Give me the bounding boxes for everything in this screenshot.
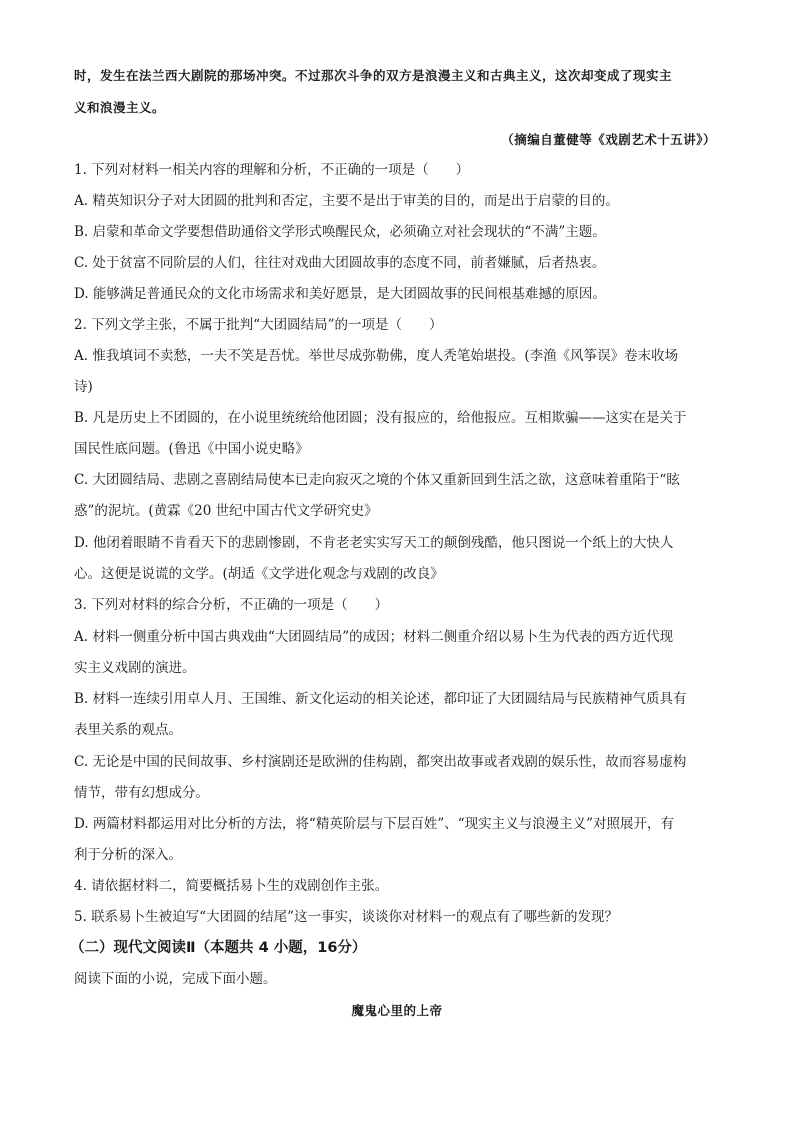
q3-option-a-line-1: A. 材料一侧重分析中国古典戏曲“大团圆结局”的成因；材料二侧重介绍以易卜生为代表的西方近代现: [74, 629, 674, 645]
q1-option-d: D. 能够满足普通民众的文化市场需求和美好愿景，是大团圆故事的民间根基难撼的原因。: [74, 286, 606, 302]
q2-option-d-line-2: 心。这便是说谎的文学。(胡适《文学进化观念与戏剧的改良》: [74, 566, 444, 582]
reading-instruction: 阅读下面的小说，完成下面小题。: [74, 971, 277, 987]
q2-option-c-line-2: 惑”的泥坑。(黄霖《20 世纪中国古代文学研究史》: [74, 503, 378, 519]
q3-option-a-line-2: 实主义戏剧的演进。: [74, 660, 196, 676]
q2-option-d-line-1: D. 他闭着眼睛不肯看天下的悲剧惨剧，不肯老老实实写天工的颠倒残酷，他只图说一个纸上的大快人: [74, 535, 674, 551]
q3-option-d-line-2: 利于分析的深入。: [74, 847, 182, 863]
q5-stem: 5. 联系易卜生被迫写“大团圆的结尾”这一事实，谈谈你对材料一的观点有了哪些新的发现？: [74, 909, 618, 925]
material-source: （摘编自董健等《戏剧艺术十五讲》）: [501, 132, 716, 147]
section-heading: （二）现代文阅读Ⅱ（本题共 4 小题，16分）: [70, 940, 367, 956]
q2-option-a-line-1: A. 惟我填词不卖愁，一夫不笑是吾忧。举世尽成弥勒佛，度人秃笔始堪投。(李渔《风筝误》卷末收场: [74, 348, 679, 364]
q3-option-d-line-1: D. 两篇材料都运用对比分析的方法，将“精英阶层与下层百姓”、“现实主义与浪漫主义”对照展开，有: [74, 816, 675, 832]
q3-option-c-line-2: 情节，带有幻想成分。: [74, 785, 209, 801]
q1-option-b: B. 启蒙和革命文学要想借助通俗文学形式唤醒民众，必须确立对社会现状的“不满”主题。: [74, 224, 606, 240]
q3-stem: 3. 下列对材料的综合分析，不正确的一项是（ ）: [74, 597, 389, 613]
story-title: 魔鬼心里的上帝: [351, 1003, 443, 1018]
q3-option-c-line-1: C. 无论是中国的民间故事、乡村演剧还是欧洲的佳构剧，都突出故事或者戏剧的娱乐性，故而容易虚构: [74, 754, 687, 770]
q3-option-b-line-1: B. 材料一连续引用卓人月、王国维、新文化运动的相关论述，都印证了大团圆结局与民族精神气质具有: [74, 691, 687, 707]
q1-option-a: A. 精英知识分子对大团圆的批判和否定，主要不是出于审美的目的，而是出于启蒙的目的。: [74, 193, 619, 209]
q2-option-b-line-2: 国民性底问题。(鲁迅《中国小说史略》: [74, 441, 309, 457]
q2-option-a-line-2: 诗): [74, 379, 93, 395]
material-tail-line-2: 义和浪漫主义。: [74, 100, 166, 115]
q1-option-c: C. 处于贫富不同阶层的人们，往往对戏曲大团圆故事的态度不同，前者嫌腻，后者热衷。: [74, 255, 606, 271]
material-tail-line-1: 时，发生在法兰西大剧院的那场冲突。不过那次斗争的双方是浪漫主义和古典主义，这次却变成了现实主: [74, 68, 673, 83]
q2-option-c-line-1: C. 大团圆结局、悲剧之喜剧结局使本已走向寂灭之境的个体又重新回到生活之欲，这意味着重陷于“眩: [74, 472, 680, 488]
q2-option-b-line-1: B. 凡是历史上不团圆的，在小说里统统给他团圆；没有报应的，给他报应。互相欺骗——这实在是关于: [74, 410, 687, 426]
q1-stem: 1. 下列对材料一相关内容的理解和分析，不正确的一项是（ ）: [74, 162, 470, 178]
q3-option-b-line-2: 表里关系的观点。: [74, 722, 182, 738]
q4-stem: 4. 请依据材料二，简要概括易卜生的戏剧创作主张。: [74, 878, 389, 894]
q2-stem: 2. 下列文学主张，不属于批判“大团圆结局”的一项是（ ）: [74, 317, 443, 333]
